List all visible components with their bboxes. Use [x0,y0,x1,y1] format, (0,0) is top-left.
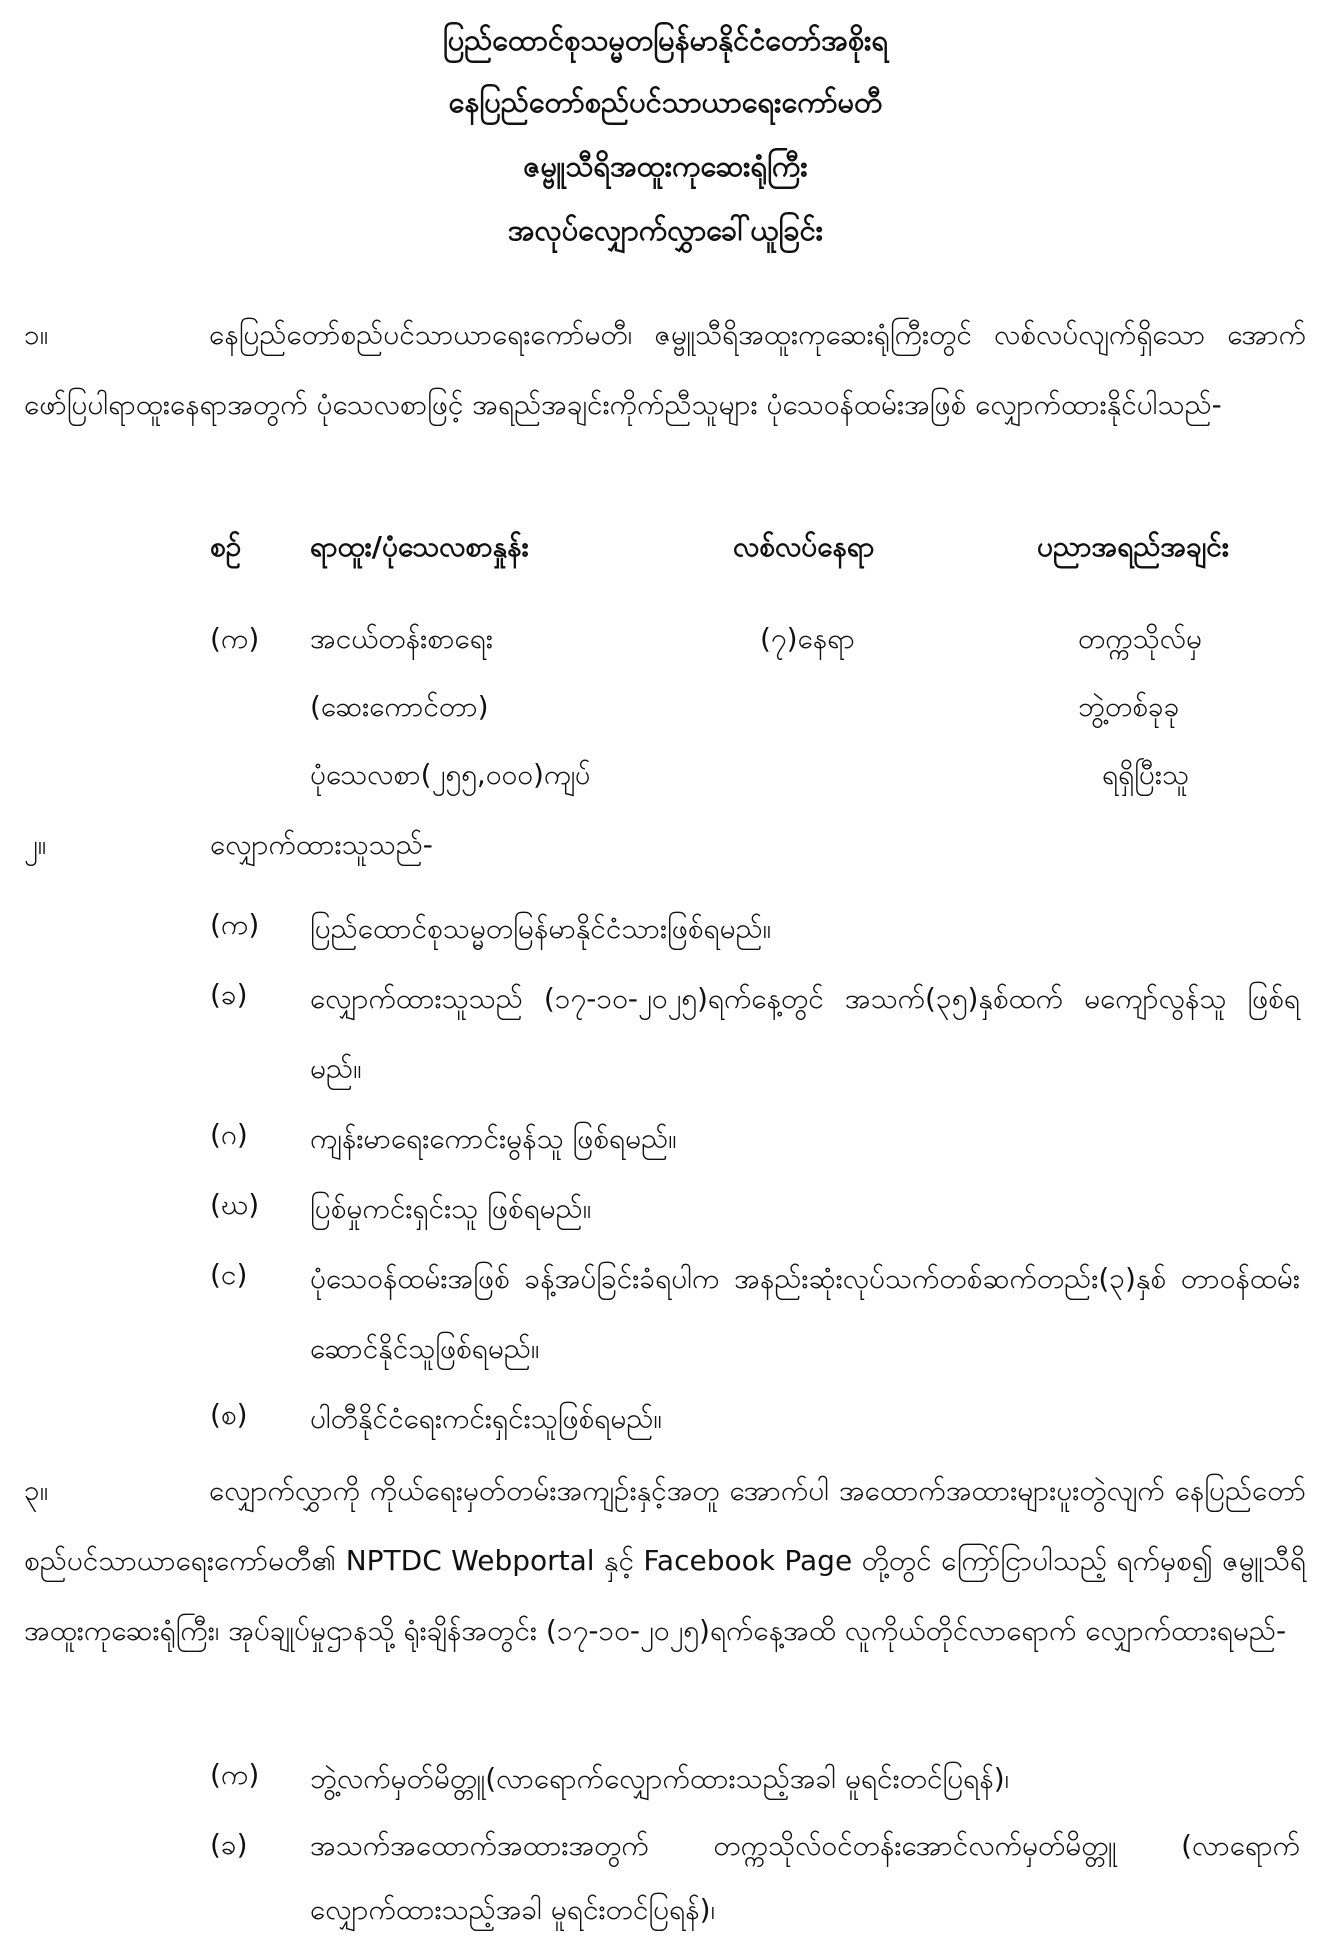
table-header-position: ရာထူး/ပုံသေလစာနှုန်း [310,530,529,563]
heading-government: ပြည်ထောင်စုသမ္မတမြန်မာနိုင်ငံတော်အစိုးရ [442,23,889,57]
section-3-text: လျှောက်လွှာကို ကိုယ်ရေးမှတ်တမ်းအကျဉ်းနှင့်အတူ အောက်ပါ အထောက်အထားများပူးတွဲလျက် နေပြည်တော်စည်ပင်သာယာရေးကော်မတီ၏ NPTDC Webportal နှင့် Facebook Page တို့တွင် ကြော်ငြာပါသည့် ရက်မှစ၍ ဇမ္ဗူသီရိအထူးကုဆေးရုံကြီး၊ အုပ်ချုပ်မှုဌာနသို့ ရုံးချိန်အတွင်း (၁၇-၁၀-၂၀၂၅)ရက်နေ့အထိ လူကိုယ်တိုင်လာရောက် လျှောက်ထားရမည်- [24,1474,1306,1647]
heading-hospital: ဇမ္ဗူသီရိအထူးကုဆေးရုံကြီး [523,149,808,183]
section-3 [24,1456,1306,1666]
list-item-mark: (စ) [210,1398,248,1431]
list-item-text: ပုံသေဝန်ထမ်းအဖြစ် ခန့်အပ်ခြင်းခံရပါက အနည်းဆုံးလုပ်သက်တစ်ဆက်တည်း(၃)နှစ် တာဝန်ထမ်းဆောင်နိုင်သူဖြစ်ရမည်။ [310,1262,1300,1365]
section-2-number: ၂။ [24,828,47,861]
table-header-vacancy: လစ်လပ်နေရာ [733,530,875,563]
table-cell-qualification-line-1: တက္ကသိုလ်မှ [1078,622,1202,655]
section-1 [24,300,1306,440]
table-header-qualification: ပညာအရည်အချင်း [1037,530,1229,563]
table-cell-position-line-2: (ဆေးကောင်တာ) [310,690,489,723]
table-cell-serial: (က) [210,622,260,655]
list-item-mark: (ဃ) [210,1188,260,1221]
list-item-mark: (ခ) [210,978,248,1011]
list-item-text: ကျန်းမာရေးကောင်းမွန်သူ ဖြစ်ရမည်။ [310,1122,677,1155]
list-item-text: ပါတီနိုင်ငံရေးကင်းရှင်းသူဖြစ်ရမည်။ [310,1402,662,1435]
list-item-mark: (က) [210,908,260,941]
list-item-mark: (ခ) [210,1828,248,1861]
list-item-text: ပြည်ထောင်စုသမ္မတမြန်မာနိုင်ငံသားဖြစ်ရမည်။ [310,912,772,945]
list-item-mark: (ဂ) [210,1118,248,1151]
list-item-mark: (က) [210,1758,260,1791]
list-item-text: ပြစ်မှုကင်းရှင်းသူ ဖြစ်ရမည်။ [310,1192,592,1225]
list-item-mark: (င) [210,1258,248,1291]
list-item-text: ဘွဲ့လက်မှတ်မိတ္တူ(လာရောက်လျှောက်ထားသည့်အခါ မူရင်းတင်ပြရန်)၊ [310,1762,1010,1795]
table-cell-position-line-3: ပုံသေလစာ(၂၅၅,၀၀၀)ကျပ် [310,758,591,791]
section-2-intro: လျှောက်ထားသူသည်- [210,828,433,861]
table-cell-qualification-line-3: ရရှိပြီးသူ [1102,758,1190,791]
table-cell-vacancy: (၇)နေရာ [760,622,855,655]
heading-recruitment: အလုပ်လျှောက်လွှာခေါ်ယူခြင်း [507,213,824,247]
section-3-number: ၃။ [24,1474,49,1507]
table-cell-qualification-line-2: ဘွဲ့တစ်ခုခု [1078,690,1180,723]
table-header-serial: စဉ် [210,530,242,563]
section-1-text: နေပြည်တော်စည်ပင်သာယာရေးကော်မတီ၊ ဇမ္ဗူသီရိအထူးကုဆေးရုံကြီးတွင် လစ်လပ်လျက်ရှိသော အောက်ဖော်ပြပါရာထူးနေရာအတွက် ပုံသေလစာဖြင့် အရည်အချင်းကိုက်ညီသူများ ပုံသေဝန်ထမ်းအဖြစ် လျှောက်ထားနိုင်ပါသည်- [24,318,1306,421]
heading-committee: နေပြည်တော်စည်ပင်သာယာရေးကော်မတီ [448,85,883,119]
list-item-text: အသက်အထောက်အထားအတွက် တက္ကသိုလ်ဝင်တန်းအောင်လက်မှတ်မိတ္တူ (လာရောက်လျှောက်ထားသည့်အခါ မူရင်းတင်ပြရန်)၊ [310,1829,1300,1926]
section-1-number: ၁။ [24,318,49,351]
list-item-text: လျှောက်ထားသူသည် (၁၇-၁၀-၂၀၂၅)ရက်နေ့တွင် အသက်(၃၅)နှစ်ထက် မကျော်လွန်သူ ဖြစ်ရမည်။ [310,982,1300,1085]
table-cell-position-line-1: အငယ်တန်းစာရေး [310,622,493,655]
